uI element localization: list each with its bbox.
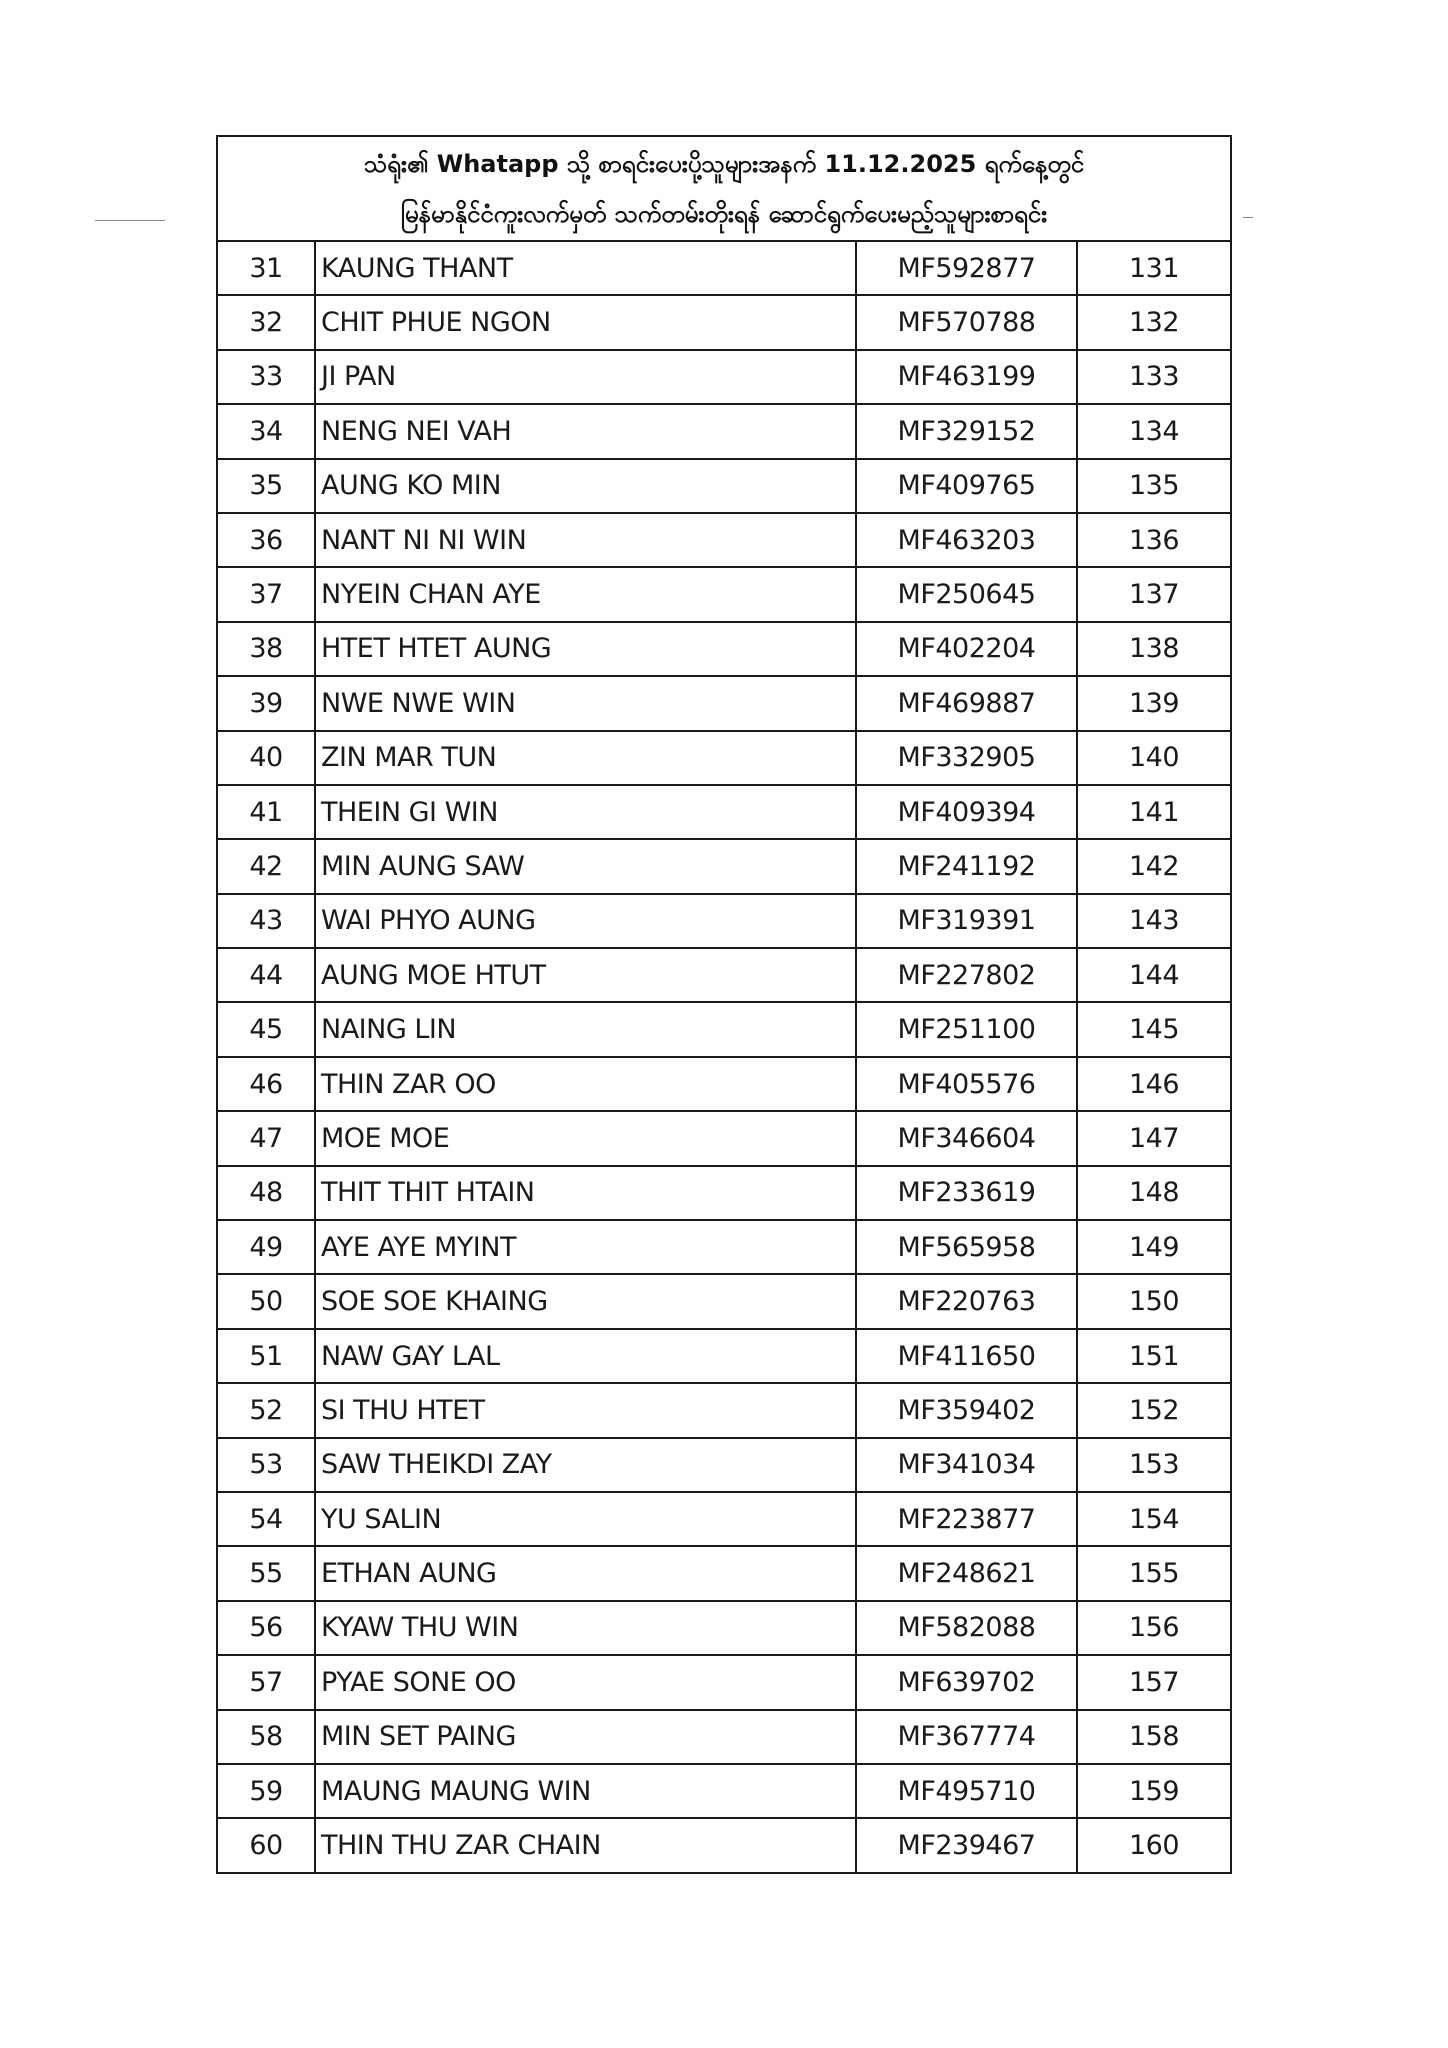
row-number-cell: 33 <box>218 350 315 404</box>
row-number-cell: 38 <box>218 622 315 676</box>
passport-number-cell: MF411650 <box>856 1329 1077 1383</box>
row-number-cell: 50 <box>218 1274 315 1328</box>
passport-number-cell: MF469887 <box>856 676 1077 730</box>
name-cell: CHIT PHUE NGON <box>315 295 856 349</box>
table-row <box>218 1220 1230 1274</box>
name-cell: THEIN GI WIN <box>315 785 856 839</box>
renewal-list-sheet <box>216 135 1232 1874</box>
row-number-cell: 46 <box>218 1057 315 1111</box>
name-cell: JI PAN <box>315 350 856 404</box>
table-row <box>218 622 1230 676</box>
name-cell: AYE AYE MYINT <box>315 1220 856 1274</box>
passport-number-cell: MF319391 <box>856 894 1077 948</box>
table-row <box>218 567 1230 621</box>
sequence-number-cell: 140 <box>1077 731 1230 785</box>
row-number-cell: 57 <box>218 1655 315 1709</box>
sequence-number-cell: 159 <box>1077 1764 1230 1818</box>
sequence-number-cell: 139 <box>1077 676 1230 730</box>
name-cell: YU SALIN <box>315 1492 856 1546</box>
sequence-number-cell: 144 <box>1077 948 1230 1002</box>
table-row <box>218 1655 1230 1709</box>
row-number-cell: 31 <box>218 242 315 295</box>
passport-number-cell: MF592877 <box>856 242 1077 295</box>
sequence-number-cell: 147 <box>1077 1111 1230 1165</box>
name-cell: KYAW THU WIN <box>315 1601 856 1655</box>
passport-number-cell: MF241192 <box>856 839 1077 893</box>
document-header <box>218 137 1230 242</box>
name-cell: ZIN MAR TUN <box>315 731 856 785</box>
passport-number-cell: MF227802 <box>856 948 1077 1002</box>
sequence-number-cell: 148 <box>1077 1166 1230 1220</box>
name-cell: HTET HTET AUNG <box>315 622 856 676</box>
passport-number-cell: MF402204 <box>856 622 1077 676</box>
row-number-cell: 48 <box>218 1166 315 1220</box>
passport-number-cell: MF248621 <box>856 1546 1077 1600</box>
passport-number-cell: MF341034 <box>856 1438 1077 1492</box>
name-cell: THIN THU ZAR CHAIN <box>315 1818 856 1871</box>
table-row <box>218 676 1230 730</box>
name-cell: AUNG KO MIN <box>315 459 856 513</box>
row-number-cell: 35 <box>218 459 315 513</box>
table-row <box>218 1166 1230 1220</box>
name-cell: MOE MOE <box>315 1111 856 1165</box>
scan-artifact <box>1243 217 1253 218</box>
row-number-cell: 53 <box>218 1438 315 1492</box>
table-row <box>218 242 1230 295</box>
row-number-cell: 42 <box>218 839 315 893</box>
passport-number-cell: MF239467 <box>856 1818 1077 1871</box>
passport-number-cell: MF639702 <box>856 1655 1077 1709</box>
row-number-cell: 39 <box>218 676 315 730</box>
table-row <box>218 1057 1230 1111</box>
table-row <box>218 731 1230 785</box>
table-row <box>218 513 1230 567</box>
row-number-cell: 41 <box>218 785 315 839</box>
table-row <box>218 1764 1230 1818</box>
sequence-number-cell: 154 <box>1077 1492 1230 1546</box>
passport-number-cell: MF409765 <box>856 459 1077 513</box>
sequence-number-cell: 137 <box>1077 567 1230 621</box>
row-number-cell: 44 <box>218 948 315 1002</box>
sequence-number-cell: 153 <box>1077 1438 1230 1492</box>
passport-number-cell: MF233619 <box>856 1166 1077 1220</box>
table-row <box>218 1818 1230 1871</box>
sequence-number-cell: 158 <box>1077 1710 1230 1764</box>
sequence-number-cell: 134 <box>1077 404 1230 458</box>
row-number-cell: 59 <box>218 1764 315 1818</box>
passport-number-cell: MF329152 <box>856 404 1077 458</box>
sequence-number-cell: 132 <box>1077 295 1230 349</box>
name-cell: THIN ZAR OO <box>315 1057 856 1111</box>
row-number-cell: 52 <box>218 1383 315 1437</box>
name-cell: THIT THIT HTAIN <box>315 1166 856 1220</box>
sequence-number-cell: 133 <box>1077 350 1230 404</box>
name-cell: SAW THEIKDI ZAY <box>315 1438 856 1492</box>
row-number-cell: 58 <box>218 1710 315 1764</box>
passport-number-cell: MF582088 <box>856 1601 1077 1655</box>
table-row <box>218 1438 1230 1492</box>
passport-number-cell: MF220763 <box>856 1274 1077 1328</box>
sequence-number-cell: 143 <box>1077 894 1230 948</box>
row-number-cell: 51 <box>218 1329 315 1383</box>
table-row <box>218 1546 1230 1600</box>
row-number-cell: 40 <box>218 731 315 785</box>
row-number-cell: 55 <box>218 1546 315 1600</box>
name-cell: ETHAN AUNG <box>315 1546 856 1600</box>
sequence-number-cell: 135 <box>1077 459 1230 513</box>
row-number-cell: 49 <box>218 1220 315 1274</box>
name-cell: NENG NEI VAH <box>315 404 856 458</box>
table-row <box>218 1111 1230 1165</box>
passport-number-cell: MF250645 <box>856 567 1077 621</box>
sequence-number-cell: 141 <box>1077 785 1230 839</box>
sequence-number-cell: 146 <box>1077 1057 1230 1111</box>
row-number-cell: 43 <box>218 894 315 948</box>
passport-number-cell: MF223877 <box>856 1492 1077 1546</box>
sequence-number-cell: 142 <box>1077 839 1230 893</box>
table-row <box>218 785 1230 839</box>
sequence-number-cell: 160 <box>1077 1818 1230 1871</box>
table-row <box>218 839 1230 893</box>
table-row <box>218 1710 1230 1764</box>
row-number-cell: 34 <box>218 404 315 458</box>
passport-number-cell: MF346604 <box>856 1111 1077 1165</box>
table-row <box>218 1492 1230 1546</box>
sequence-number-cell: 145 <box>1077 1002 1230 1056</box>
name-cell: MIN SET PAING <box>315 1710 856 1764</box>
sequence-number-cell: 157 <box>1077 1655 1230 1709</box>
sequence-number-cell: 150 <box>1077 1274 1230 1328</box>
name-cell: NAING LIN <box>315 1002 856 1056</box>
name-cell: NANT NI NI WIN <box>315 513 856 567</box>
passport-number-cell: MF495710 <box>856 1764 1077 1818</box>
passport-number-cell: MF251100 <box>856 1002 1077 1056</box>
passport-number-cell: MF409394 <box>856 785 1077 839</box>
scan-artifact <box>95 220 165 221</box>
name-cell: WAI PHYO AUNG <box>315 894 856 948</box>
sequence-number-cell: 136 <box>1077 513 1230 567</box>
row-number-cell: 54 <box>218 1492 315 1546</box>
sequence-number-cell: 156 <box>1077 1601 1230 1655</box>
row-number-cell: 56 <box>218 1601 315 1655</box>
passport-number-cell: MF570788 <box>856 295 1077 349</box>
table-row <box>218 1601 1230 1655</box>
sequence-number-cell: 152 <box>1077 1383 1230 1437</box>
table-row <box>218 1274 1230 1328</box>
table-row <box>218 1329 1230 1383</box>
sequence-number-cell: 138 <box>1077 622 1230 676</box>
passport-number-cell: MF332905 <box>856 731 1077 785</box>
table-row <box>218 350 1230 404</box>
name-cell: PYAE SONE OO <box>315 1655 856 1709</box>
table-row <box>218 894 1230 948</box>
name-cell: MAUNG MAUNG WIN <box>315 1764 856 1818</box>
row-number-cell: 47 <box>218 1111 315 1165</box>
name-cell: NWE NWE WIN <box>315 676 856 730</box>
name-cell: NYEIN CHAN AYE <box>315 567 856 621</box>
name-cell: MIN AUNG SAW <box>315 839 856 893</box>
passport-number-cell: MF405576 <box>856 1057 1077 1111</box>
header-line-2: မြန်မာနိုင်ငံကူးလက်မှတ် သက်တမ်းတိုးရန် ဆောင်ရွက်ပေးမည့်သူများစာရင်း <box>400 199 1048 228</box>
table-row <box>218 295 1230 349</box>
name-cell: KAUNG THANT <box>315 242 856 295</box>
table-row <box>218 948 1230 1002</box>
applicant-table <box>218 242 1230 1872</box>
row-number-cell: 37 <box>218 567 315 621</box>
passport-number-cell: MF565958 <box>856 1220 1077 1274</box>
name-cell: AUNG MOE HTUT <box>315 948 856 1002</box>
sequence-number-cell: 149 <box>1077 1220 1230 1274</box>
sequence-number-cell: 151 <box>1077 1329 1230 1383</box>
name-cell: SOE SOE KHAING <box>315 1274 856 1328</box>
passport-number-cell: MF463203 <box>856 513 1077 567</box>
table-row <box>218 404 1230 458</box>
passport-number-cell: MF463199 <box>856 350 1077 404</box>
passport-number-cell: MF359402 <box>856 1383 1077 1437</box>
row-number-cell: 36 <box>218 513 315 567</box>
name-cell: SI THU HTET <box>315 1383 856 1437</box>
sequence-number-cell: 155 <box>1077 1546 1230 1600</box>
row-number-cell: 45 <box>218 1002 315 1056</box>
sequence-number-cell: 131 <box>1077 242 1230 295</box>
table-row <box>218 1002 1230 1056</box>
table-row <box>218 1383 1230 1437</box>
table-row <box>218 459 1230 513</box>
passport-number-cell: MF367774 <box>856 1710 1077 1764</box>
row-number-cell: 60 <box>218 1818 315 1871</box>
row-number-cell: 32 <box>218 295 315 349</box>
header-line-1: သံရုံး၏ Whatapp သို့ စာရင်းပေးပို့သူများအနက် 11.12.2025 ရက်နေ့တွင် <box>363 149 1085 178</box>
name-cell: NAW GAY LAL <box>315 1329 856 1383</box>
